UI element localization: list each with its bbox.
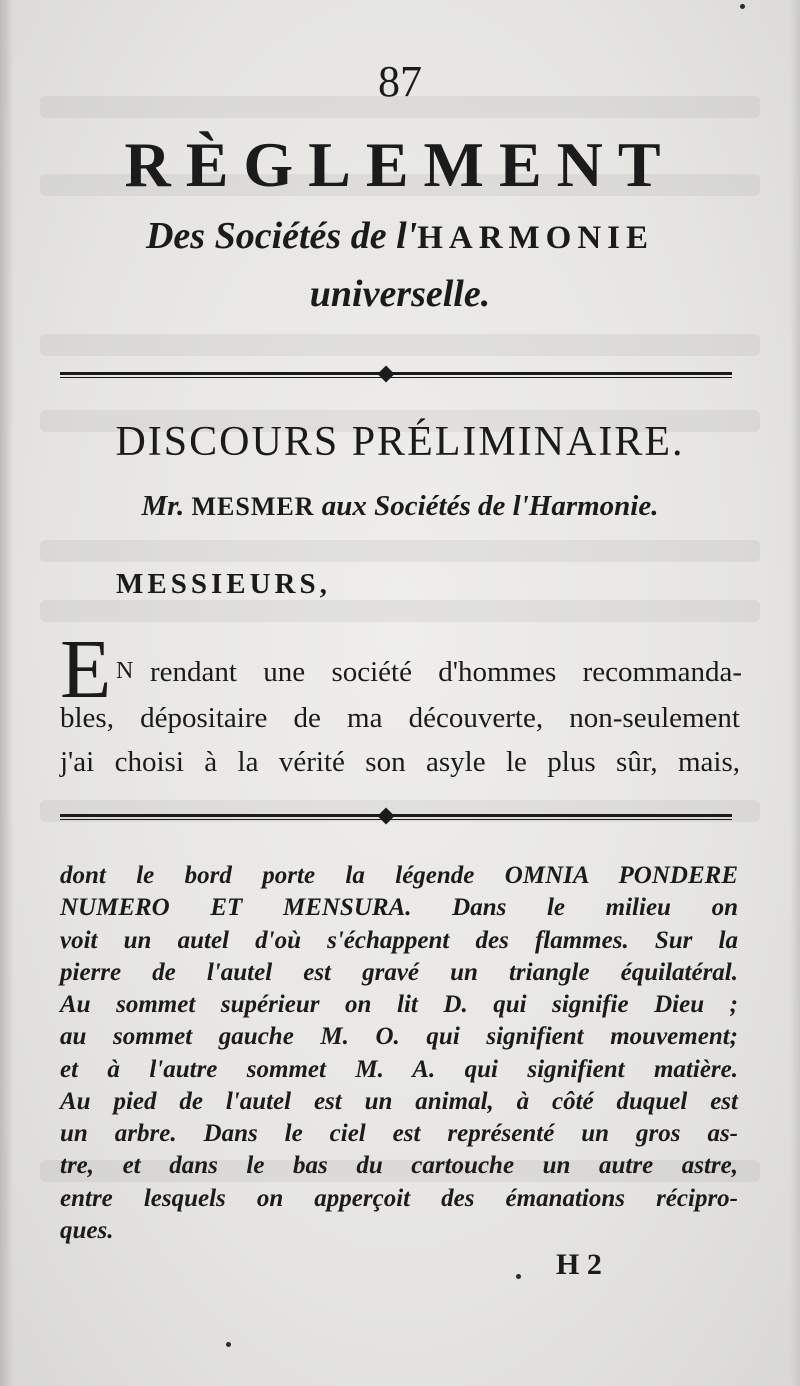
footnote-line: dont le bord porte la légende OMNIA PONDERE xyxy=(60,862,738,889)
address-suffix: aux Sociétés de l'Harmonie. xyxy=(314,490,659,522)
bleed-through-line xyxy=(40,600,760,622)
footnote-line: NUMERO ET MENSURA. Dans le milieu on xyxy=(60,894,738,921)
page-edge-shadow-left xyxy=(0,0,14,1386)
footnote-line: ques. xyxy=(60,1217,114,1244)
page-title: RÈGLEMENT xyxy=(124,129,676,200)
footnote-line: Au sommet supérieur on lit D. qui signifie Dieu ; xyxy=(60,991,738,1018)
footnote-line: Au pied de l'autel est un animal, à côté duquel est xyxy=(60,1088,738,1115)
signature-mark: H 2 xyxy=(556,1248,602,1281)
section-heading: DISCOURS PRÉLIMINAIRE. xyxy=(115,419,685,465)
ink-speck xyxy=(740,4,745,9)
ink-speck xyxy=(226,1342,231,1347)
footnote-line: pierre de l'autel est gravé un triangle équilatéral. xyxy=(60,959,738,986)
footnote-line: au sommet gauche M. O. qui signifient mouvement; xyxy=(60,1023,738,1050)
page-edge-shadow-right xyxy=(790,0,800,1386)
body-line: j'ai choisi à la vérité son asyle le plus sûr, mais, xyxy=(60,746,740,778)
footnote-line: un arbre. Dans le ciel est représenté un gros as- xyxy=(60,1120,738,1147)
first-word-smallcap: N xyxy=(116,658,135,684)
salutation: MESSIEURS, xyxy=(116,568,331,600)
subtitle-smallcaps: HARMONIE xyxy=(417,220,655,256)
subtitle-line-2: universelle. xyxy=(309,273,491,315)
ink-speck xyxy=(516,1274,521,1279)
ornamental-rule xyxy=(60,814,732,817)
address-prefix: Mr. xyxy=(141,490,192,522)
ornamental-rule xyxy=(60,372,732,375)
page-number: 87 xyxy=(378,57,422,106)
address-smallcaps: MESMER xyxy=(191,492,315,521)
bleed-through-line xyxy=(40,540,760,562)
subtitle-line-1 xyxy=(0,214,800,258)
footnote-line: voit un autel d'où s'échappent des flammes. Sur la xyxy=(60,927,738,954)
footnote-line: tre, et dans le bas du cartouche un autre astre, xyxy=(60,1152,738,1179)
subtitle-prefix: Des Sociétés de l' xyxy=(145,215,418,257)
drop-cap: E xyxy=(60,623,112,716)
footnote-line: et à l'autre sommet M. A. qui signifient matière. xyxy=(60,1056,738,1083)
bleed-through-line xyxy=(40,334,760,356)
body-line: rendant une société d'hommes recommanda- xyxy=(150,656,742,688)
body-line: bles, dépositaire de ma découverte, non-seulement xyxy=(60,702,740,734)
footnote-line: entre lesquels on apperçoit des émanations récipro- xyxy=(60,1185,738,1212)
address-line xyxy=(0,490,800,523)
